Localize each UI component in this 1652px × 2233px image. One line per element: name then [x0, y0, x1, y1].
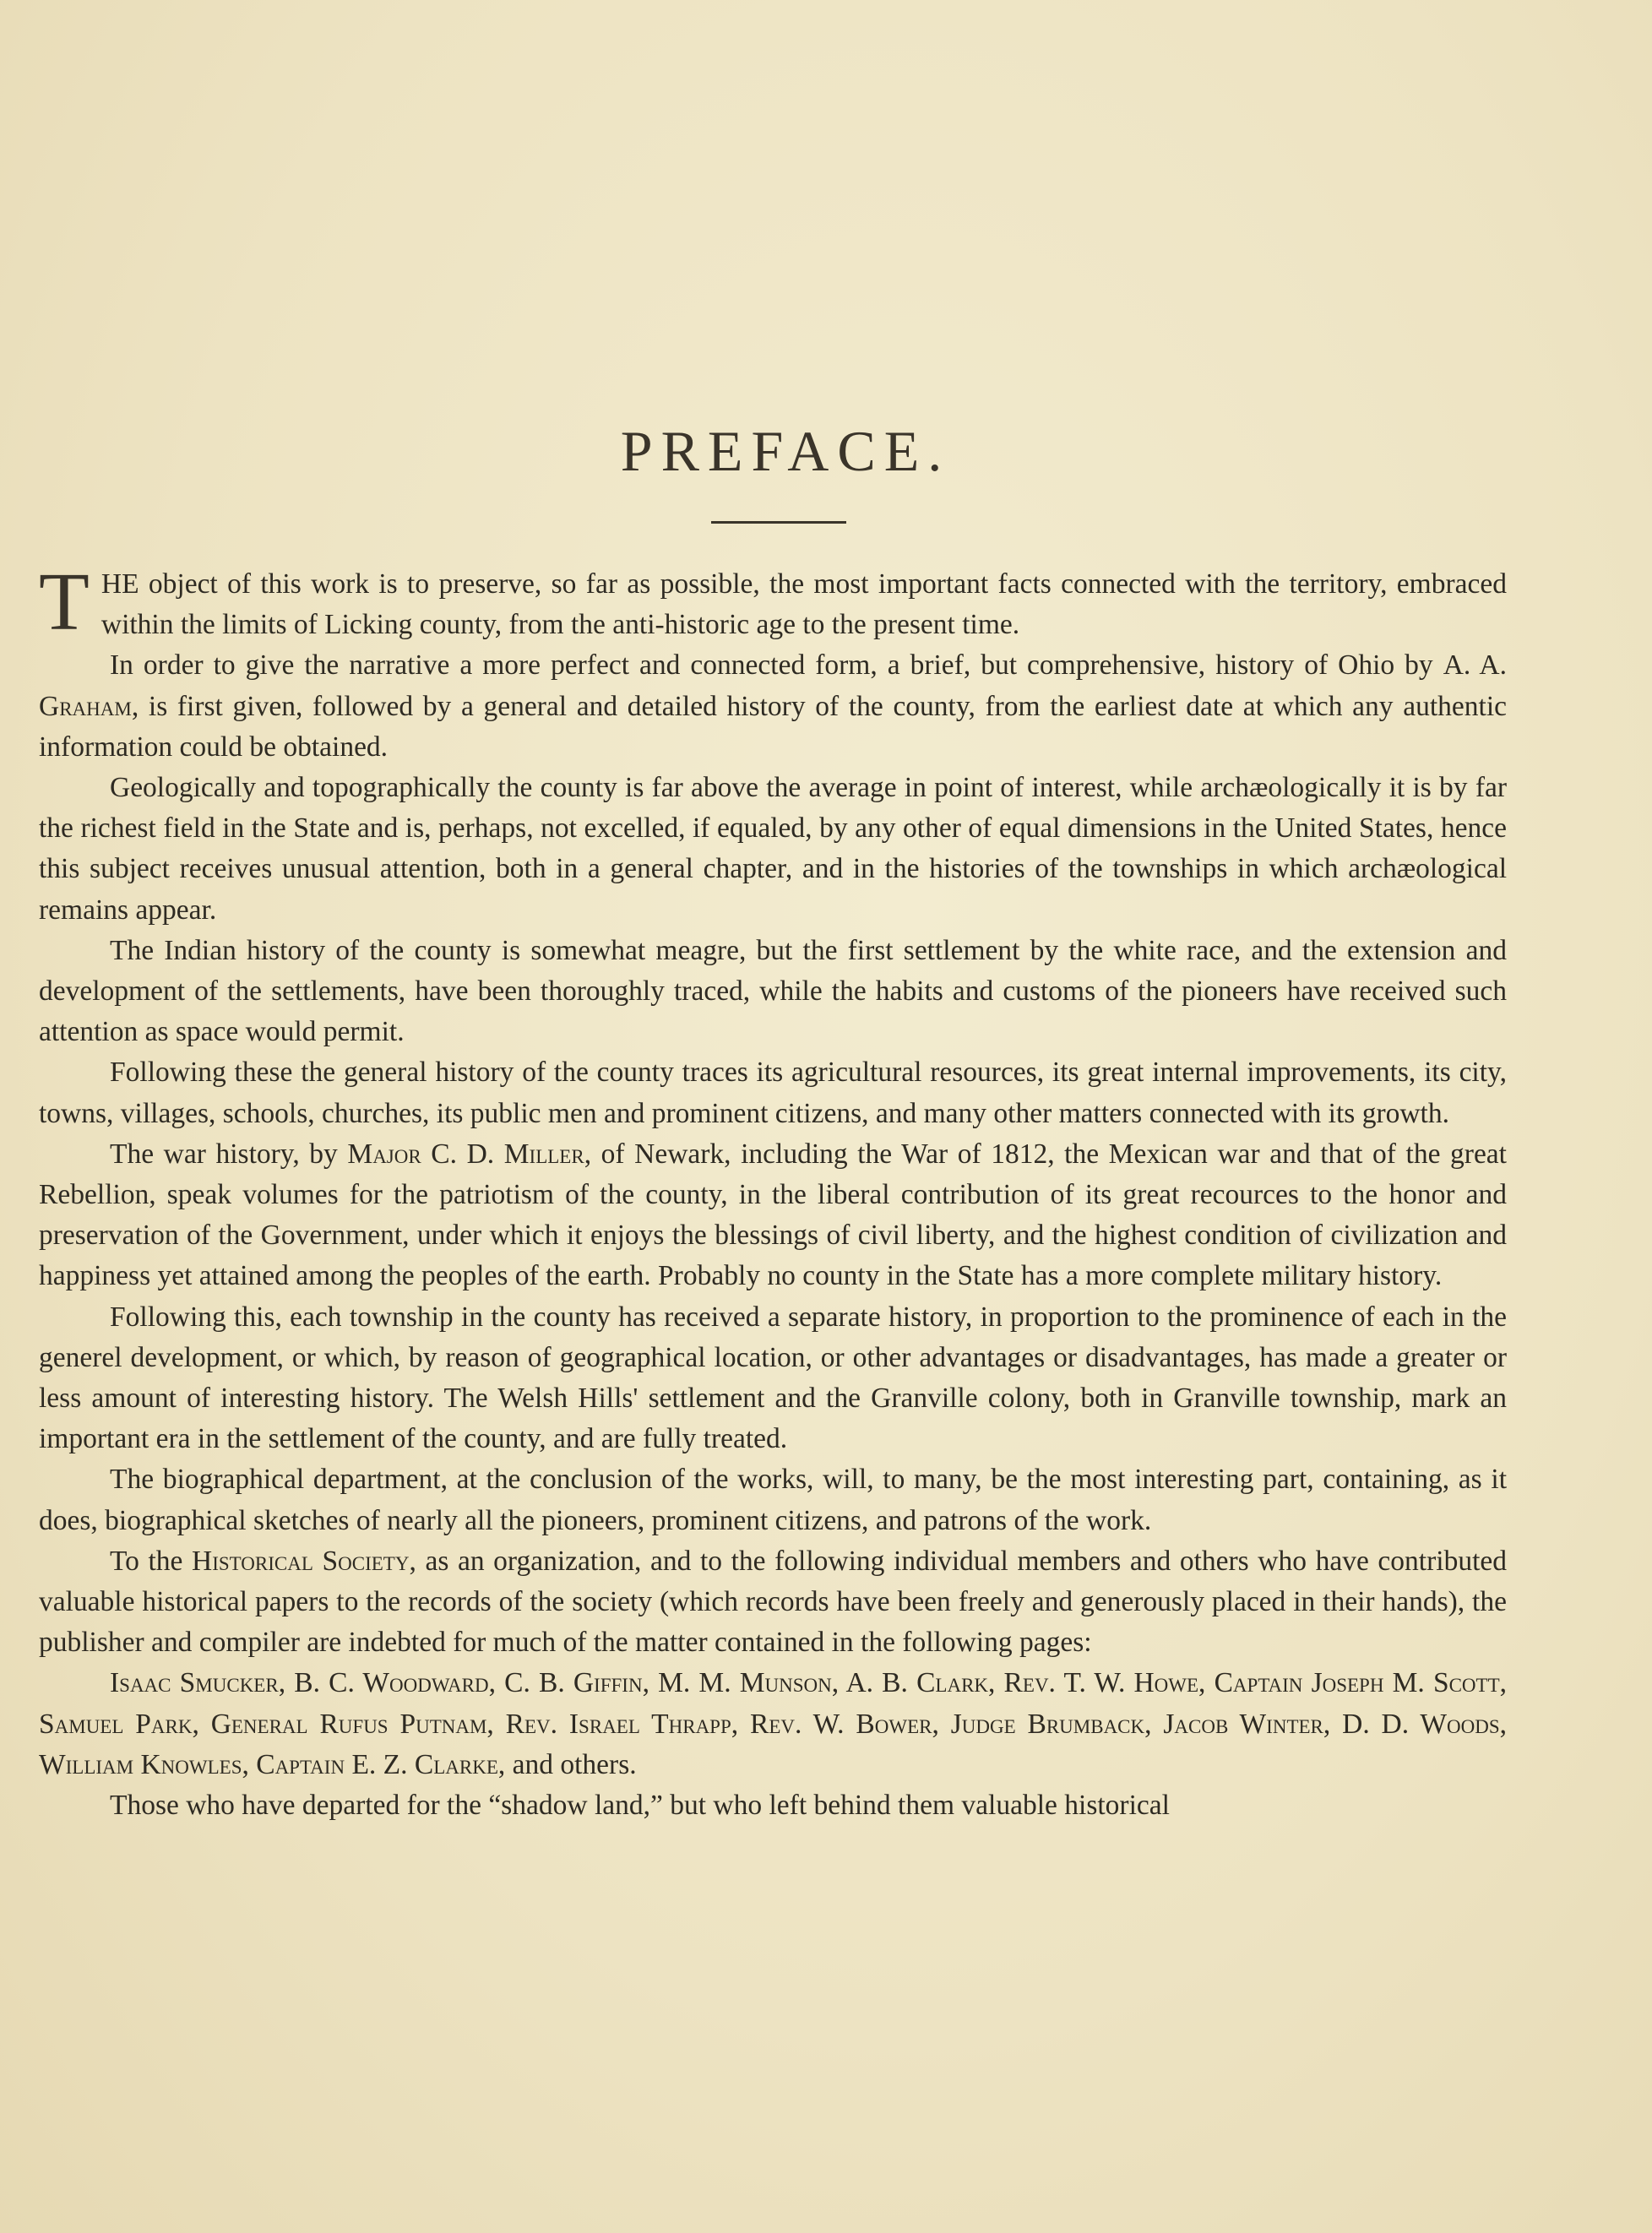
- paragraph-2-text-b: , is first given, followed by a general and detailed history of the county, from the earliest date at which any authentic information could be obtained.: [39, 690, 1507, 763]
- paragraph-3: Geologically and topographically the county is far above the average in point of interest, while archæologically it is by far the richest field in the State and is, perhaps, not excelled, if equaled, by any other of equal dimensions in the United States, hence this subject receives unusual attention, both in a general chapter, and in the histories of the townships in which archæological remains appear.: [39, 772, 1507, 926]
- paragraph-6-text-a: The war history, by: [110, 1138, 348, 1170]
- paragraph-8: The biographical department, at the conclusion of the works, will, to many, be the most interesting part, containing, as it does, biographical sketches of nearly all the pioneers, prominent citizens, and patrons of the work.: [39, 1464, 1507, 1536]
- page-title: PREFACE.: [620, 419, 951, 483]
- paragraph-9-text-a: To the: [110, 1545, 193, 1577]
- paragraph-7: Following this, each township in the county has received a separate history, in proportion to the prominence of each in the generel development, or which, by reason of geographical location, or other advantages or disadvantages, has made a greater or less amount of interesting history. The Welsh Hills' settlement and the Granville colony, both in Granville township, mark an important era in the settlement of the county, and are fully treated.: [39, 1301, 1507, 1455]
- paragraph-9-text-b: , as an organization, and to the following individual members and others who have contributed valuable historical papers to the records of the society (which records have been freely and generously placed in their hands), the publisher and compiler are indebted for much of the matter contained in the following pages:: [39, 1545, 1508, 1659]
- paragraph-2-text-a: In order to give the narrative a more perfect and connected form, a brief, but comprehensive, history of Ohio by: [110, 649, 1443, 682]
- paragraph-6: [39, 1134, 1507, 1297]
- paragraph-10: [39, 1663, 1507, 1785]
- paragraph-2: [39, 645, 1507, 768]
- contributor-names: Isaac Smucker, B. C. Woodward, C. B. Giffin, M. M. Munson, A. B. Clark, Rev. T. W. Howe, Captain Joseph M. Scott, Samuel Park, General Rufus Putnam, Rev. Israel Thrapp, Rev. W. Bower, Judge Brumback, Jacob Winter, D. D. Woods, William Knowles, Captain E. Z. Clarke: [39, 1667, 1507, 1780]
- title-rule: [711, 521, 846, 524]
- paragraph-6-text-b: , of Newark, including the War of 1812, the Mexican war and that of the great Rebellion, speak volumes for the patriotism of the county, in the liberal contribution of its great recources to the honor and preservation of the Government, under which it enjoys the blessings of civil liberty, and the highest condition of civilization and happiness yet attained among the peoples of the earth. Probably no county in the State has a more complete military history.: [39, 1138, 1507, 1292]
- paragraph-10-tail: , and others.: [497, 1748, 637, 1780]
- paragraph-1-text: HE object of this work is to preserve, so far as possible, the most important facts connected with the territory, embraced within the limits of Licking county, from the anti-historic age to the present time.: [101, 568, 1507, 641]
- paragraph-4: The Indian history of the county is somewhat meagre, but the first settlement by the white race, and the extension and development of the settlements, have been thoroughly traced, while the habits and customs of the pioneers have received such attention as space would permit.: [39, 934, 1507, 1048]
- author-name: A. A. Graham: [39, 649, 1507, 722]
- war-history-author: Major C. D. Miller: [347, 1138, 584, 1170]
- historical-society-name: Historical Society: [192, 1545, 410, 1577]
- preface-body: [39, 557, 1508, 1826]
- paragraph-11: Those who have departed for the “shadow land,” but who left behind them valuable historical: [110, 1790, 1170, 1822]
- drop-cap: T: [39, 557, 90, 648]
- paragraph-5: Following these the general history of the county traces its agricultural resources, its great internal improvements, its city, towns, villages, schools, churches, its public men and prominent citizens, and many other matters connected with its growth.: [39, 1057, 1507, 1129]
- paragraph-9: [39, 1541, 1507, 1664]
- paragraph-1: [39, 557, 1507, 648]
